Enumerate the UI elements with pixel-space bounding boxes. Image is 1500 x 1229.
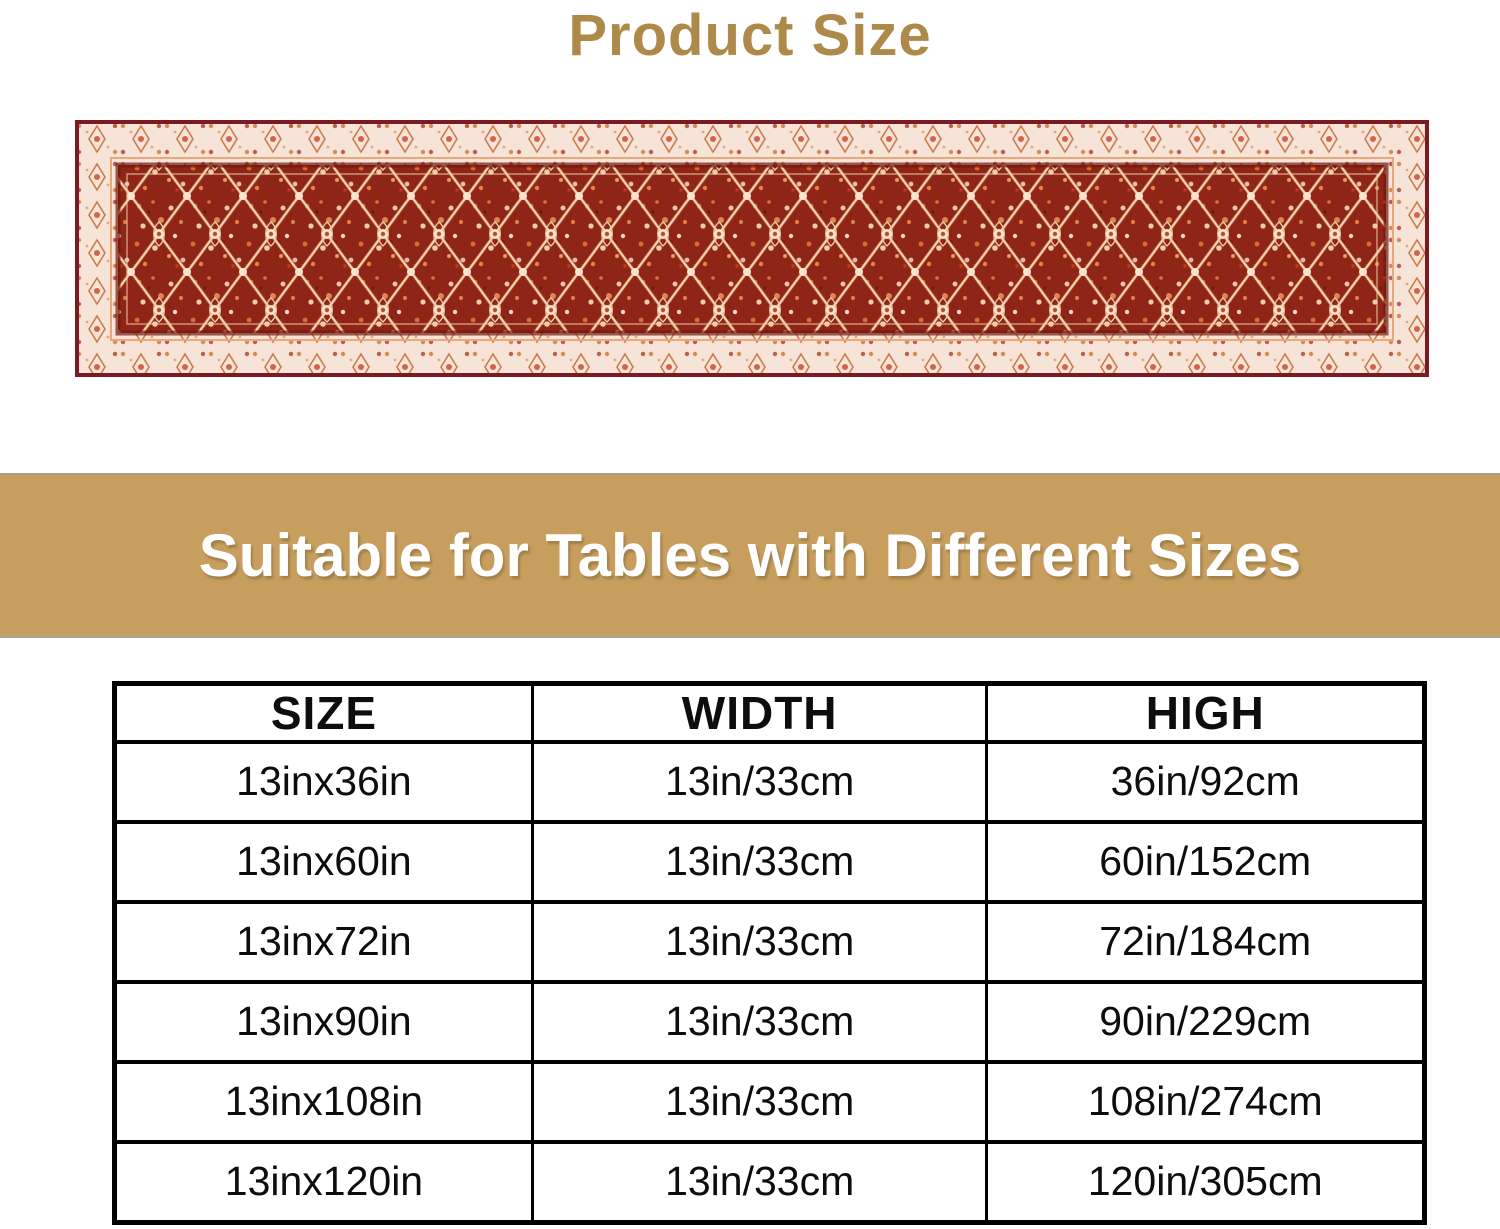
cell-high: 72in/184cm [987, 902, 1425, 982]
header-cell-width: WIDTH [532, 684, 987, 743]
table-header-row [115, 684, 1425, 743]
table-row [115, 982, 1425, 1062]
size-chart-table [112, 681, 1427, 1225]
table-row [115, 1142, 1425, 1223]
cell-high: 90in/229cm [987, 982, 1425, 1062]
rug-field [118, 165, 1386, 333]
cell-width: 13in/33cm [532, 902, 987, 982]
cell-width: 13in/33cm [532, 742, 987, 822]
page-title: Product Size [568, 3, 932, 68]
table-row [115, 902, 1425, 982]
cell-size: 13inx108in [115, 1062, 533, 1142]
cell-width: 13in/33cm [532, 1062, 987, 1142]
banner-text: Suitable for Tables with Different Sizes [198, 521, 1302, 589]
cell-size: 13inx36in [115, 742, 533, 822]
suitability-banner [0, 473, 1500, 638]
header-cell-high: HIGH [987, 684, 1425, 743]
cell-size: 13inx60in [115, 822, 533, 902]
cell-high: 36in/92cm [987, 742, 1425, 822]
table-row [115, 1062, 1425, 1142]
cell-width: 13in/33cm [532, 982, 987, 1062]
table-row [115, 742, 1425, 822]
cell-high: 120in/305cm [987, 1142, 1425, 1223]
cell-size: 13inx72in [115, 902, 533, 982]
table-runner-image [75, 120, 1429, 377]
cell-high: 60in/152cm [987, 822, 1425, 902]
cell-width: 13in/33cm [532, 822, 987, 902]
cell-width: 13in/33cm [532, 1142, 987, 1223]
header-cell-size: SIZE [115, 684, 533, 743]
cell-size: 13inx90in [115, 982, 533, 1062]
cell-high: 108in/274cm [987, 1062, 1425, 1142]
table-row [115, 822, 1425, 902]
rug-graphic [75, 120, 1429, 377]
cell-size: 13inx120in [115, 1142, 533, 1223]
